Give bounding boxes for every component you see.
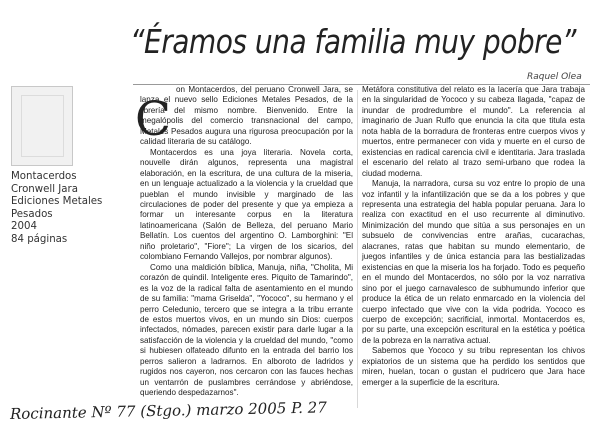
book-cover-image [11,86,73,166]
book-pages: 84 páginas [11,233,68,245]
book-info [11,171,131,246]
article-column-left [140,85,353,399]
paragraph: Manuja, la narradora, cursa su voz entre lo propio de una voz infantil y la infantilización que se da a los pobres y que representa una estrategia del habla popular peruana. Jara lo realiza con exactitud en el uso recurrente al diminutivo. Minimización del mundo que sitúa a sus personajes en un subsuelo de convivencias entre arañas, cucarachas, alacranes, ratas que habitan su mundo elementario, de juegos infantiles y de única estancia para las bestializadas existencias en que la miseria los ha forjado. Todo es pequeño en el mundo del Montacerdos, no sólo por la voz narrativa sino por el juego carnavalesco de subhumundo inferior que produce la ética de un relato enmarcado en la violencia del cuerpo infectado que vive con la vida podrida. Yococo es cuerpo de excepción; sacrificial, inmortal. Montacerdos es, por su parte, una excepción escritural en la estética y poética de la pobreza en la narrativa actual. [362,179,585,345]
book-publisher-line1: Ediciones Metales [11,196,103,207]
book-title: Montacerdos [11,171,77,182]
paragraph: Montacerdos es una joya literaria. Novela corta, nouvelle dirán algunos, representa una magistral elaboración, en la escritura, de una cultura de la miseria, en un lenguaje actualizado a la violencia y la crueldad que pueblan el mundo invisible y marginado de las circulaciones de poder del presente y que ya empieza a formar un interesante corpus en la literatura latinoamericana (Salón de Belleza, del peruano Mario Bellatín. Los cuentos del argentino O. Lamborghini: "El niño proletario", "Fiore"; La virgen de los sicarios, del colombiano Fernando Vallejos, por nombrar algunos). [140,147,353,262]
article-headline: “Éramos una familia muy pobre” [130,22,576,61]
book-author: Cronwell Jara [11,183,78,195]
paragraph: Sabemos que Yococo y su tribu representan los chivos expiatorios de un sistema que ha perdido los sentidos que miren, huelan, tocan o gustan el pudricero que Jara hace emerger a la superficie de la escritura. [362,346,585,387]
paragraph: on Montacerdos, del peruano Cronwell Jara, se lanza el nuevo sello Ediciones Metales Pesados, de la librería del mismo nombre. Bienvenido. Entre la megalópolis del comercio transnacional del campo, Metales Pesados augura una rigurosa preocupación por la calidad literaria de su catálogo. [140,85,353,147]
column-divider [357,90,358,408]
article-author: Raquel Olea [527,72,582,82]
drop-cap: C [135,92,171,147]
book-year: 2004 [11,221,37,232]
book-publisher-line2: Pesados [11,208,53,220]
paragraph: Como una maldición bíblica, Manuja, niña, "Cholita, Mi corazón de quindil. Inteligente eres. Piquito de Tamarindo", es la voz de la radical falta de asentamiento en el mundo de su familia: "mama Griselda", "Yococo", su hermano y el perro Celedunio, tercero que se integra a la tribu errante de estos muertos vivos, en un mundo sin Dios: cuerpos infectados, nómades, parecen existir para darle lugar a la satisfacción de la violencia y la crueldad del mundo, "como si hubiesen olfateado difunto en la entrada del barrio los perros salieron a ladrarnos. En alboroto de ladridos y rugidos nos cayeron, nos cercaron con las fauces hechas un ventarrón de puslambres cerrándose y abriéndose, queriendo despedazarnos". [140,262,353,398]
book-cover-frame [21,95,64,157]
paragraph: Metáfora constitutiva del relato es la lacería que Jara trabaja en la singularidad de Yococo y su cabeza llagada, "capaz de inundar de prodredumbre el mundo". La referencia al imaginario de Juan Rulfo que enuncia la cita que titula esta nota habla de la borradura de fronteras entre cuerpos vivos y muertos, entre permanecer con vida y muerte en el curso de existencias en radical carencia civil e identitaria. Jara traslada el escenario del relato al trazo semi-urbano que rodea la ciudad moderna. [362,85,585,178]
article-column-right [362,85,585,388]
handwritten-source-note: Rocinante Nº 77 (Stgo.) marzo 2005 P. 27 [9,398,327,423]
